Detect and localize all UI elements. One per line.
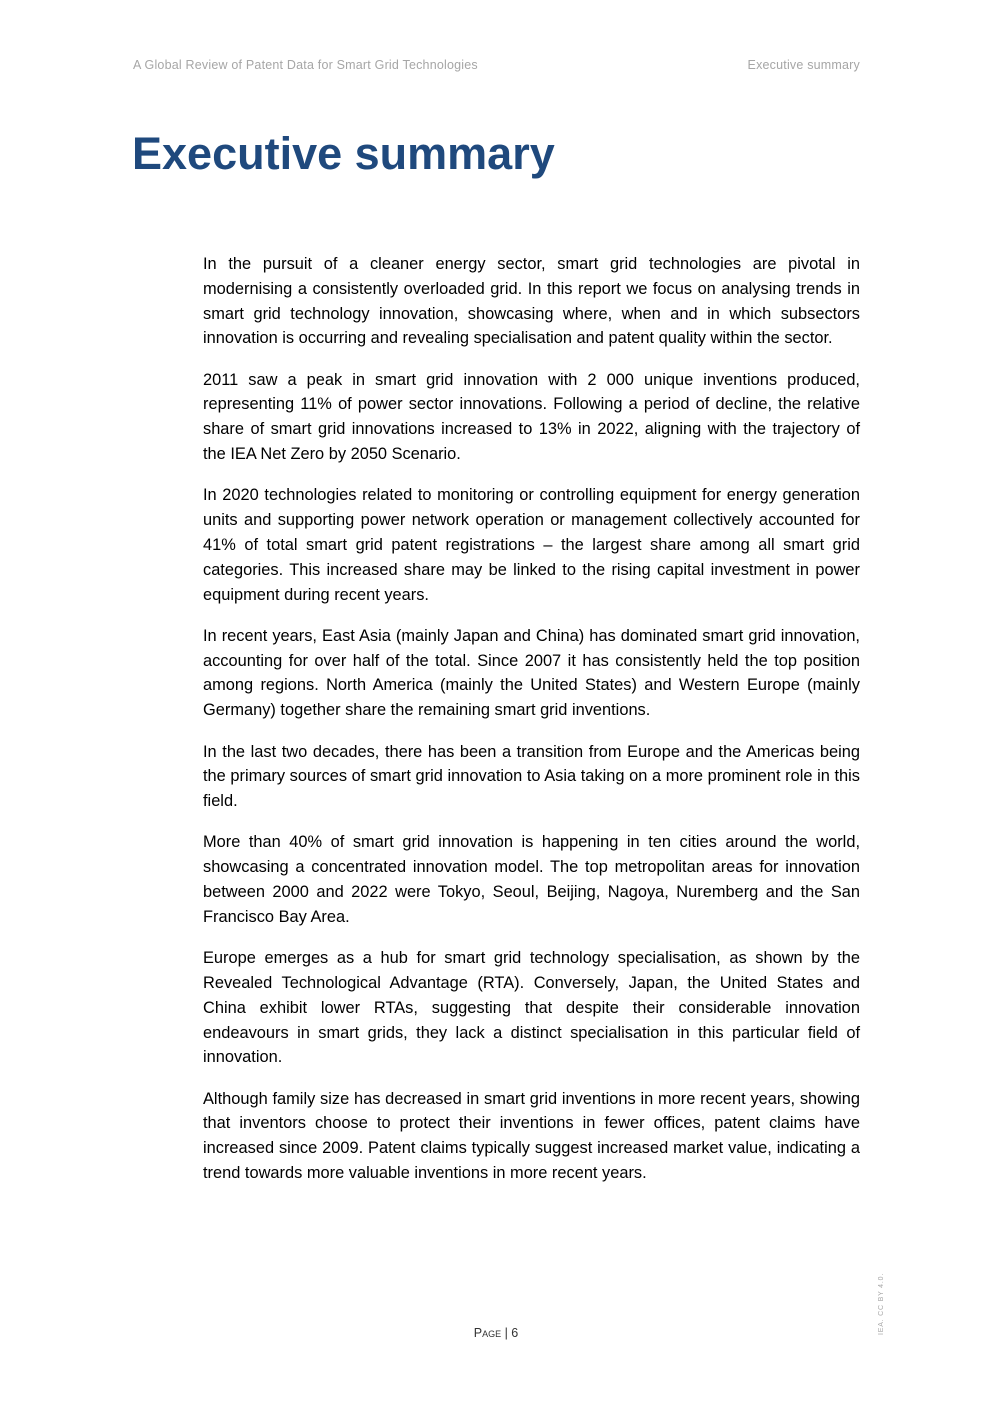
summary-body [203,252,860,1202]
header-report-title: A Global Review of Patent Data for Smart Grid Technologies [133,58,478,72]
summary-paragraph-2: 2011 saw a peak in smart grid innovation with 2 000 unique inventions produced, representing 11% of power sector innovations. Following a period of decline, the relative share of smart grid innovations increased to 13% in 2022, aligning with the trajectory of the IEA Net Zero by 2050 Scenario. [203,370,860,464]
running-header [133,58,860,72]
summary-paragraph-3: In 2020 technologies related to monitoring or controlling equipment for energy generation units and supporting power network operation or management collectively accounted for 41% of total smart grid patent registrations – the largest share among all smart grid categories. This increased share may be linked to the rising capital investment in power equipment during recent years. [203,486,860,604]
page-title: Executive summary [132,128,555,179]
page-number: 6 [511,1326,519,1340]
summary-paragraph-4: In recent years, East Asia (mainly Japan and China) has dominated smart grid innovation, accounting for over half of the total. Since 2007 it has consistently held the top position among regions. North America (mainly the United States) and Western Europe (mainly Germany) together share the remaining smart grid inventions. [203,626,860,720]
summary-paragraph-7: Europe emerges as a hub for smart grid technology specialisation, as shown by the Revealed Technological Advantage (RTA). Conversely, Japan, the United States and China exhibit lower RTAs, suggesting that despite their considerable innovation endeavours in smart grids, they lack a distinct specialisation in this particular field of innovation. [203,949,860,1067]
summary-paragraph-5: In the last two decades, there has been a transition from Europe and the Americas being the primary sources of smart grid innovation to Asia taking on a more prominent role in this field. [203,742,860,811]
page-word: Page [473,1326,502,1340]
header-section-name: Executive summary [747,58,860,72]
summary-paragraph-1: In the pursuit of a cleaner energy sector, smart grid technologies are pivotal in modernising a consistently overloaded grid. In this report we focus on analysing trends in smart grid technology innovation, showcasing where, when and in which subsectors innovation is occurring and revealing specialisation and patent quality within the sector. [203,255,860,348]
summary-paragraph-8: Although family size has decreased in smart grid inventions in more recent years, showing that inventors choose to protect their inventions in fewer offices, patent claims have increased since 2009. Patent claims typically suggest increased market value, indicating a trend towards more valuable inventions in more recent years. [203,1089,860,1182]
page-separator: | [501,1326,512,1340]
summary-paragraph-6: More than 40% of smart grid innovation is happening in ten cities around the world, showcasing a concentrated innovation model. The top metropolitan areas for innovation between 2000 and 2022 were Tokyo, Seoul, Beijing, Nagoya, Nuremberg and the San Francisco Bay Area. [203,833,860,926]
license-note: IEA. CC BY 4.0. [878,1272,885,1335]
page-footer [0,1326,992,1340]
